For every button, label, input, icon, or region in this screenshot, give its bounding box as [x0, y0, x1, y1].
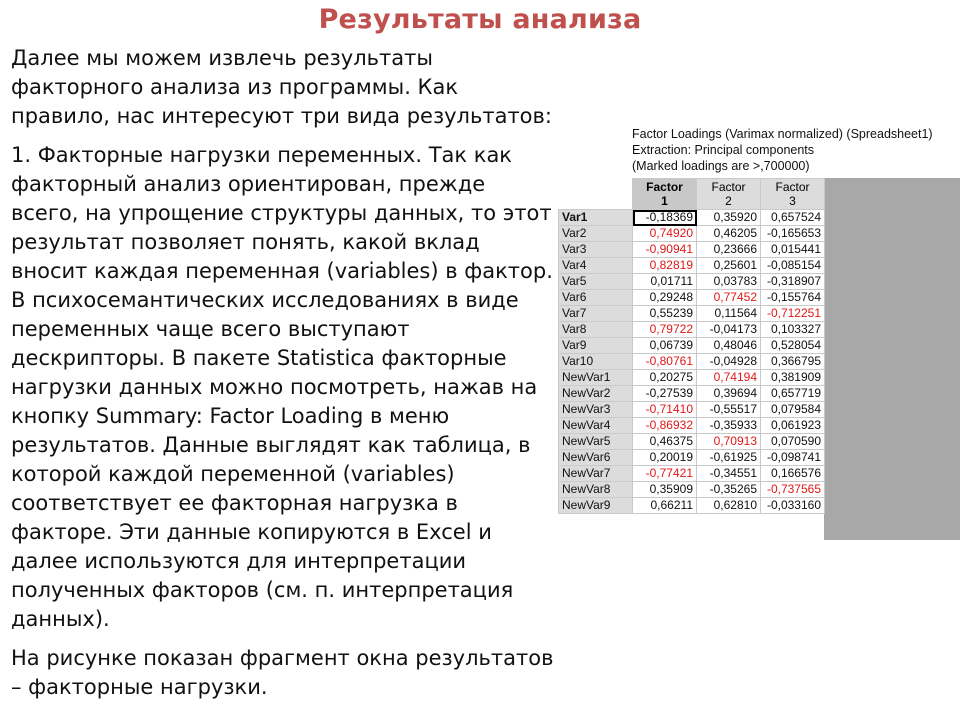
table-row	[559, 498, 825, 514]
loading-cell[interactable]: 0,01711	[633, 274, 697, 290]
row-header[interactable]: NewVar3	[559, 402, 633, 418]
table-row	[559, 258, 825, 274]
table-row	[559, 226, 825, 242]
column-header-factor-2[interactable]	[697, 179, 761, 210]
table-row	[559, 418, 825, 434]
marked-loading-cell[interactable]: -0,737565	[761, 482, 825, 498]
row-header[interactable]: Var8	[559, 322, 633, 338]
loading-cell[interactable]: -0,27539	[633, 386, 697, 402]
loading-cell[interactable]: 0,366795	[761, 354, 825, 370]
row-header[interactable]: Var9	[559, 338, 633, 354]
loading-cell[interactable]: 0,528054	[761, 338, 825, 354]
loading-cell[interactable]: 0,29248	[633, 290, 697, 306]
intro-paragraph: Далее мы можем извлечь результаты факторного анализа из программы. Как правило, нас интересуют три вида результатов:	[11, 46, 552, 128]
slide-title: Результаты анализа	[318, 4, 642, 35]
row-header[interactable]: Var5	[559, 274, 633, 290]
loading-cell[interactable]: 0,66211	[633, 498, 697, 514]
loading-cell[interactable]: 0,079584	[761, 402, 825, 418]
loading-cell[interactable]: -0,098741	[761, 450, 825, 466]
loading-cell[interactable]: 0,46375	[633, 434, 697, 450]
marked-loading-cell[interactable]: 0,74920	[633, 226, 697, 242]
loading-cell[interactable]: 0,103327	[761, 322, 825, 338]
loading-cell[interactable]: -0,35265	[697, 482, 761, 498]
table-row	[559, 274, 825, 290]
loading-cell[interactable]: 0,23666	[697, 242, 761, 258]
spreadsheet-header-line: Extraction: Principal components	[632, 143, 815, 157]
loading-cell[interactable]: -0,165653	[761, 226, 825, 242]
loading-cell[interactable]: 0,35920	[697, 210, 761, 226]
loading-cell[interactable]: 0,03783	[697, 274, 761, 290]
column-header-factor-3[interactable]	[761, 179, 825, 210]
loading-cell[interactable]: 0,166576	[761, 466, 825, 482]
row-header[interactable]: Var3	[559, 242, 633, 258]
loading-cell[interactable]: -0,04928	[697, 354, 761, 370]
table-row	[559, 434, 825, 450]
table-row	[559, 370, 825, 386]
marked-loading-cell[interactable]: 0,82819	[633, 258, 697, 274]
empty-grid-area	[824, 178, 960, 540]
marked-loading-cell[interactable]: 0,70913	[697, 434, 761, 450]
loading-cell[interactable]: 0,061923	[761, 418, 825, 434]
column-header-line: 3	[789, 194, 796, 208]
row-header[interactable]: NewVar7	[559, 466, 633, 482]
marked-loading-cell[interactable]: -0,712251	[761, 306, 825, 322]
loading-cell[interactable]: -0,155764	[761, 290, 825, 306]
grid-body	[559, 210, 825, 514]
loading-cell[interactable]: -0,61925	[697, 450, 761, 466]
loading-cell[interactable]: 0,20019	[633, 450, 697, 466]
row-header[interactable]: Var10	[559, 354, 633, 370]
row-header[interactable]: NewVar6	[559, 450, 633, 466]
grid-corner-cell	[559, 179, 633, 210]
row-header[interactable]: Var2	[559, 226, 633, 242]
loading-cell[interactable]: 0,62810	[697, 498, 761, 514]
spreadsheet-header-line: (Marked loadings are >,700000)	[632, 159, 810, 173]
row-header[interactable]: Var4	[559, 258, 633, 274]
marked-loading-cell[interactable]: 0,74194	[697, 370, 761, 386]
loading-cell[interactable]: 0,381909	[761, 370, 825, 386]
table-row	[559, 210, 825, 226]
loading-cell[interactable]: -0,033160	[761, 498, 825, 514]
factor-loadings-paragraph: 1. Факторные нагрузки переменных. Так как факторный анализ ориентирован, прежде всего, на упрощение структуры данных, то этот результат позволяет понять, какой вклад вносит каждая переменная (variables) в фактор. В психосемантических исследованиях в виде переменных чаще всего выступают дескрипторы. В пакете Statistica факторные нагрузки данных можно посмотреть, нажав на кнопку Summary: Factor Loading в меню результатов. Данные выглядят как таблица, в которой каждой переменной (variables) соответствует ее факторная нагрузка в факторе. Эти данные копируются в Excel и далее используются для интерпретации полученных факторов (см. п. интерпретация данных).	[11, 143, 553, 631]
body-text	[11, 44, 556, 712]
loading-cell[interactable]: 0,657524	[761, 210, 825, 226]
loadings-grid	[558, 178, 825, 514]
row-header[interactable]: Var6	[559, 290, 633, 306]
loading-cell[interactable]: -0,55517	[697, 402, 761, 418]
loading-cell[interactable]: -0,085154	[761, 258, 825, 274]
marked-loading-cell[interactable]: -0,90941	[633, 242, 697, 258]
marked-loading-cell[interactable]: -0,71410	[633, 402, 697, 418]
loading-cell[interactable]: 0,35909	[633, 482, 697, 498]
table-row	[559, 242, 825, 258]
table-row	[559, 322, 825, 338]
table-row	[559, 450, 825, 466]
row-header[interactable]: NewVar9	[559, 498, 633, 514]
column-header-factor-1[interactable]	[633, 179, 697, 210]
column-header-line: 2	[725, 194, 732, 208]
column-header-line: Factor	[775, 180, 810, 194]
table-row	[559, 466, 825, 482]
marked-loading-cell[interactable]: -0,86932	[633, 418, 697, 434]
marked-loading-cell[interactable]: 0,79722	[633, 322, 697, 338]
loading-cell[interactable]: -0,04173	[697, 322, 761, 338]
row-header[interactable]: NewVar5	[559, 434, 633, 450]
loading-cell[interactable]: 0,657719	[761, 386, 825, 402]
loading-cell[interactable]: 0,48046	[697, 338, 761, 354]
loading-cell[interactable]: 0,55239	[633, 306, 697, 322]
table-row	[559, 306, 825, 322]
loading-cell[interactable]: -0,34551	[697, 466, 761, 482]
loading-cell[interactable]: 0,015441	[761, 242, 825, 258]
table-row	[559, 482, 825, 498]
column-header-line: Factor	[646, 180, 683, 194]
spreadsheet-header-line: Factor Loadings (Varimax normalized) (Spreadsheet1)	[632, 127, 933, 141]
row-header[interactable]: NewVar8	[559, 482, 633, 498]
loading-cell[interactable]: 0,25601	[697, 258, 761, 274]
column-header-line: 1	[661, 194, 668, 208]
marked-loading-cell[interactable]: -0,77421	[633, 466, 697, 482]
table-row	[559, 402, 825, 418]
loading-cell[interactable]: -0,18369	[633, 210, 697, 226]
column-header-line: Factor	[711, 180, 746, 194]
table-row	[559, 354, 825, 370]
row-header[interactable]: Var7	[559, 306, 633, 322]
loading-cell[interactable]: 0,20275	[633, 370, 697, 386]
row-header[interactable]: NewVar4	[559, 418, 633, 434]
loading-cell[interactable]: 0,46205	[697, 226, 761, 242]
loading-cell[interactable]: -0,318907	[761, 274, 825, 290]
loading-cell[interactable]: -0,35933	[697, 418, 761, 434]
table-row	[559, 290, 825, 306]
marked-loading-cell[interactable]: -0,80761	[633, 354, 697, 370]
table-row	[559, 338, 825, 354]
loading-cell[interactable]: 0,39694	[697, 386, 761, 402]
loading-cell[interactable]: 0,070590	[761, 434, 825, 450]
row-header[interactable]: NewVar2	[559, 386, 633, 402]
loading-cell[interactable]: 0,11564	[697, 306, 761, 322]
row-header[interactable]: Var1	[559, 210, 633, 226]
loading-cell[interactable]: 0,06739	[633, 338, 697, 354]
figure-caption-paragraph: На рисунке показан фрагмент окна результатов – факторные нагрузки.	[11, 646, 554, 699]
table-row	[559, 386, 825, 402]
marked-loading-cell[interactable]: 0,77452	[697, 290, 761, 306]
row-header[interactable]: NewVar1	[559, 370, 633, 386]
spreadsheet-header	[632, 126, 960, 174]
factor-loadings-spreadsheet	[558, 126, 960, 540]
